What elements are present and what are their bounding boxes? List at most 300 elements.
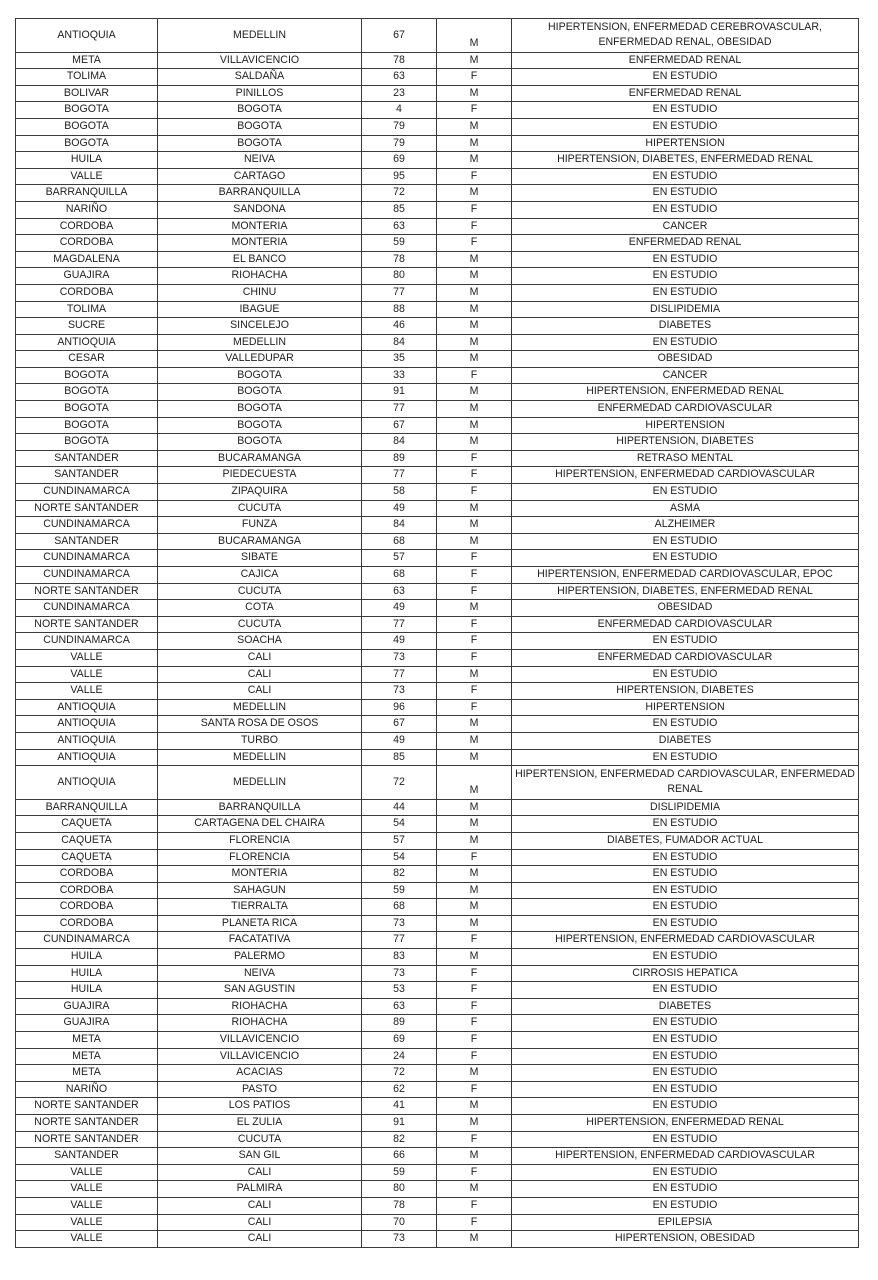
municipality-cell: SANTA ROSA DE OSOS: [158, 716, 362, 733]
age-cell: 84: [362, 434, 437, 451]
table-row: [16, 732, 859, 749]
sex-cell: M: [437, 417, 512, 434]
condition-cell: EN ESTUDIO: [512, 168, 859, 185]
table-row: [16, 932, 859, 949]
sex-cell: F: [437, 683, 512, 700]
table-row: [16, 235, 859, 252]
condition-cell: HIPERTENSION: [512, 699, 859, 716]
age-cell: 4: [362, 102, 437, 119]
department-cell: TOLIMA: [16, 69, 158, 86]
sex-cell: F: [437, 649, 512, 666]
condition-cell: EN ESTUDIO: [512, 484, 859, 501]
condition-cell: HIPERTENSION, OBESIDAD: [512, 1231, 859, 1248]
sex-cell: F: [437, 1197, 512, 1214]
department-cell: VALLE: [16, 1164, 158, 1181]
condition-cell: EN ESTUDIO: [512, 982, 859, 999]
department-cell: ANTIOQUIA: [16, 749, 158, 766]
department-cell: CORDOBA: [16, 882, 158, 899]
age-cell: 44: [362, 799, 437, 816]
municipality-cell: FACATATIVA: [158, 932, 362, 949]
department-cell: VALLE: [16, 1181, 158, 1198]
sex-cell: F: [437, 168, 512, 185]
table-row: [16, 401, 859, 418]
table-row: [16, 699, 859, 716]
sex-cell: M: [437, 1065, 512, 1082]
table-row: [16, 949, 859, 966]
sex-cell: F: [437, 367, 512, 384]
sex-cell: F: [437, 1164, 512, 1181]
department-cell: META: [16, 52, 158, 69]
sex-cell: F: [437, 484, 512, 501]
table-row: [16, 384, 859, 401]
sex-cell: F: [437, 583, 512, 600]
age-cell: 84: [362, 334, 437, 351]
sex-cell: M: [437, 1231, 512, 1248]
condition-cell: HIPERTENSION, DIABETES: [512, 434, 859, 451]
department-cell: BOGOTA: [16, 102, 158, 119]
department-cell: SANTANDER: [16, 1148, 158, 1165]
sex-cell: M: [437, 899, 512, 916]
age-cell: 67: [362, 716, 437, 733]
age-cell: 78: [362, 1197, 437, 1214]
condition-cell: EN ESTUDIO: [512, 69, 859, 86]
municipality-cell: PALERMO: [158, 949, 362, 966]
municipality-cell: COTA: [158, 600, 362, 617]
sex-cell: M: [437, 318, 512, 335]
sex-cell: M: [437, 301, 512, 318]
municipality-cell: LOS PATIOS: [158, 1098, 362, 1115]
department-cell: NARIÑO: [16, 201, 158, 218]
condition-cell: EN ESTUDIO: [512, 882, 859, 899]
age-cell: 23: [362, 85, 437, 102]
age-cell: 77: [362, 616, 437, 633]
condition-cell: EN ESTUDIO: [512, 633, 859, 650]
department-cell: CORDOBA: [16, 235, 158, 252]
table-row: [16, 1115, 859, 1132]
condition-cell: EN ESTUDIO: [512, 251, 859, 268]
sex-cell: M: [437, 799, 512, 816]
municipality-cell: BOGOTA: [158, 434, 362, 451]
condition-cell: HIPERTENSION, DIABETES: [512, 683, 859, 700]
age-cell: 62: [362, 1081, 437, 1098]
age-cell: 69: [362, 1032, 437, 1049]
table-row: [16, 1081, 859, 1098]
sex-cell: M: [437, 52, 512, 69]
age-cell: 67: [362, 19, 437, 53]
sex-cell: M: [437, 866, 512, 883]
table-row: [16, 1148, 859, 1165]
sex-cell: F: [437, 235, 512, 252]
sex-cell: F: [437, 699, 512, 716]
sex-cell: M: [437, 135, 512, 152]
department-cell: ANTIOQUIA: [16, 732, 158, 749]
department-cell: META: [16, 1032, 158, 1049]
table-row: [16, 749, 859, 766]
age-cell: 54: [362, 816, 437, 833]
table-row: [16, 965, 859, 982]
age-cell: 53: [362, 982, 437, 999]
department-cell: CORDOBA: [16, 899, 158, 916]
municipality-cell: CALI: [158, 683, 362, 700]
municipality-cell: CUCUTA: [158, 1131, 362, 1148]
table-row: [16, 301, 859, 318]
age-cell: 91: [362, 384, 437, 401]
condition-cell: EN ESTUDIO: [512, 1197, 859, 1214]
sex-cell: M: [437, 1148, 512, 1165]
municipality-cell: FLORENCIA: [158, 849, 362, 866]
condition-cell: EN ESTUDIO: [512, 816, 859, 833]
age-cell: 57: [362, 550, 437, 567]
condition-cell: HIPERTENSION, ENFERMEDAD RENAL: [512, 384, 859, 401]
municipality-cell: SANDONA: [158, 201, 362, 218]
sex-cell: M: [437, 517, 512, 534]
sex-cell: M: [437, 1098, 512, 1115]
department-cell: HUILA: [16, 982, 158, 999]
age-cell: 95: [362, 168, 437, 185]
department-cell: ANTIOQUIA: [16, 699, 158, 716]
municipality-cell: SAN AGUSTIN: [158, 982, 362, 999]
condition-cell: DISLIPIDEMIA: [512, 301, 859, 318]
age-cell: 59: [362, 1164, 437, 1181]
age-cell: 77: [362, 467, 437, 484]
sex-cell: F: [437, 932, 512, 949]
sex-cell: M: [437, 434, 512, 451]
municipality-cell: TIERRALTA: [158, 899, 362, 916]
sex-cell: M: [437, 882, 512, 899]
department-cell: BOGOTA: [16, 135, 158, 152]
condition-cell: EN ESTUDIO: [512, 866, 859, 883]
department-cell: VALLE: [16, 1197, 158, 1214]
municipality-cell: SAHAGUN: [158, 882, 362, 899]
age-cell: 72: [362, 1065, 437, 1082]
table-row: [16, 1131, 859, 1148]
sex-cell: M: [437, 832, 512, 849]
department-cell: GUAJIRA: [16, 998, 158, 1015]
sex-cell: F: [437, 1214, 512, 1231]
condition-cell: EN ESTUDIO: [512, 1048, 859, 1065]
table-row: [16, 185, 859, 202]
department-cell: NORTE SANTANDER: [16, 500, 158, 517]
department-cell: BOLIVAR: [16, 85, 158, 102]
condition-cell: EN ESTUDIO: [512, 185, 859, 202]
age-cell: 79: [362, 135, 437, 152]
condition-cell: HIPERTENSION: [512, 135, 859, 152]
condition-cell: EN ESTUDIO: [512, 1098, 859, 1115]
condition-cell: EN ESTUDIO: [512, 1015, 859, 1032]
municipality-cell: BOGOTA: [158, 384, 362, 401]
municipality-cell: CALI: [158, 666, 362, 683]
age-cell: 85: [362, 201, 437, 218]
age-cell: 82: [362, 866, 437, 883]
municipality-cell: BOGOTA: [158, 401, 362, 418]
municipality-cell: SOACHA: [158, 633, 362, 650]
table-row: [16, 649, 859, 666]
age-cell: 79: [362, 118, 437, 135]
table-row: [16, 19, 859, 53]
municipality-cell: NEIVA: [158, 152, 362, 169]
age-cell: 63: [362, 583, 437, 600]
sex-cell: M: [437, 351, 512, 368]
table-row: [16, 567, 859, 584]
age-cell: 70: [362, 1214, 437, 1231]
table-row: [16, 500, 859, 517]
sex-cell: M: [437, 949, 512, 966]
table-row: [16, 69, 859, 86]
municipality-cell: VALLEDUPAR: [158, 351, 362, 368]
department-cell: NORTE SANTANDER: [16, 1115, 158, 1132]
municipality-cell: EL BANCO: [158, 251, 362, 268]
table-row: [16, 1015, 859, 1032]
table-row: [16, 816, 859, 833]
table-row: [16, 1065, 859, 1082]
municipality-cell: SINCELEJO: [158, 318, 362, 335]
condition-cell: EN ESTUDIO: [512, 666, 859, 683]
municipality-cell: CARTAGO: [158, 168, 362, 185]
age-cell: 67: [362, 417, 437, 434]
condition-cell: EN ESTUDIO: [512, 533, 859, 550]
sex-cell: F: [437, 616, 512, 633]
table-row: [16, 251, 859, 268]
table-row: [16, 517, 859, 534]
department-cell: NORTE SANTANDER: [16, 1131, 158, 1148]
sex-cell: M: [437, 401, 512, 418]
municipality-cell: MONTERIA: [158, 235, 362, 252]
table-row: [16, 1214, 859, 1231]
table-row: [16, 683, 859, 700]
condition-cell: DIABETES: [512, 318, 859, 335]
department-cell: NORTE SANTANDER: [16, 583, 158, 600]
table-row: [16, 318, 859, 335]
table-row: [16, 666, 859, 683]
age-cell: 89: [362, 1015, 437, 1032]
sex-cell: M: [437, 600, 512, 617]
department-cell: HUILA: [16, 949, 158, 966]
municipality-cell: CALI: [158, 649, 362, 666]
municipality-cell: RIOHACHA: [158, 268, 362, 285]
sex-cell: M: [437, 666, 512, 683]
age-cell: 57: [362, 832, 437, 849]
sex-cell: F: [437, 567, 512, 584]
age-cell: 73: [362, 965, 437, 982]
sex-cell: F: [437, 1015, 512, 1032]
table-row: [16, 633, 859, 650]
table-row: [16, 1197, 859, 1214]
age-cell: 68: [362, 533, 437, 550]
sex-cell: F: [437, 849, 512, 866]
sex-cell: M: [437, 766, 512, 800]
sex-cell: F: [437, 1131, 512, 1148]
condition-cell: EN ESTUDIO: [512, 1181, 859, 1198]
municipality-cell: BOGOTA: [158, 417, 362, 434]
table-row: [16, 899, 859, 916]
table-row: [16, 284, 859, 301]
age-cell: 82: [362, 1131, 437, 1148]
municipality-cell: BUCARAMANGA: [158, 450, 362, 467]
municipality-cell: MONTERIA: [158, 866, 362, 883]
sex-cell: F: [437, 1032, 512, 1049]
condition-cell: EPILEPSIA: [512, 1214, 859, 1231]
age-cell: 46: [362, 318, 437, 335]
table-row: [16, 766, 859, 800]
table-row: [16, 434, 859, 451]
department-cell: NORTE SANTANDER: [16, 1098, 158, 1115]
age-cell: 85: [362, 749, 437, 766]
department-cell: CUNDINAMARCA: [16, 550, 158, 567]
age-cell: 77: [362, 284, 437, 301]
department-cell: SANTANDER: [16, 533, 158, 550]
table-row: [16, 1164, 859, 1181]
age-cell: 80: [362, 268, 437, 285]
department-cell: ANTIOQUIA: [16, 19, 158, 53]
condition-cell: HIPERTENSION, ENFERMEDAD CARDIOVASCULAR, EPOC: [512, 567, 859, 584]
age-cell: 84: [362, 517, 437, 534]
department-cell: NORTE SANTANDER: [16, 616, 158, 633]
age-cell: 78: [362, 251, 437, 268]
age-cell: 58: [362, 484, 437, 501]
department-cell: VALLE: [16, 168, 158, 185]
condition-cell: HIPERTENSION, ENFERMEDAD RENAL: [512, 1115, 859, 1132]
table-row: [16, 533, 859, 550]
department-cell: META: [16, 1048, 158, 1065]
condition-cell: EN ESTUDIO: [512, 1164, 859, 1181]
department-cell: CUNDINAMARCA: [16, 484, 158, 501]
municipality-cell: CUCUTA: [158, 616, 362, 633]
municipality-cell: SAN GIL: [158, 1148, 362, 1165]
sex-cell: F: [437, 1081, 512, 1098]
age-cell: 68: [362, 567, 437, 584]
sex-cell: F: [437, 982, 512, 999]
table-row: [16, 351, 859, 368]
table-row: [16, 866, 859, 883]
municipality-cell: CALI: [158, 1197, 362, 1214]
department-cell: BOGOTA: [16, 401, 158, 418]
municipality-cell: CUCUTA: [158, 500, 362, 517]
condition-cell: ALZHEIMER: [512, 517, 859, 534]
sex-cell: M: [437, 716, 512, 733]
municipality-cell: PASTO: [158, 1081, 362, 1098]
sex-cell: F: [437, 965, 512, 982]
condition-cell: EN ESTUDIO: [512, 1131, 859, 1148]
condition-cell: RETRASO MENTAL: [512, 450, 859, 467]
table-row: [16, 467, 859, 484]
department-cell: VALLE: [16, 1231, 158, 1248]
age-cell: 89: [362, 450, 437, 467]
department-cell: BARRANQUILLA: [16, 185, 158, 202]
sex-cell: M: [437, 500, 512, 517]
sex-cell: F: [437, 450, 512, 467]
age-cell: 63: [362, 218, 437, 235]
municipality-cell: MEDELLIN: [158, 699, 362, 716]
table-row: [16, 832, 859, 849]
age-cell: 63: [362, 998, 437, 1015]
sex-cell: F: [437, 550, 512, 567]
sex-cell: M: [437, 118, 512, 135]
table-row: [16, 1181, 859, 1198]
department-cell: CUNDINAMARCA: [16, 932, 158, 949]
age-cell: 91: [362, 1115, 437, 1132]
condition-cell: EN ESTUDIO: [512, 550, 859, 567]
department-cell: HUILA: [16, 152, 158, 169]
municipality-cell: BOGOTA: [158, 118, 362, 135]
age-cell: 77: [362, 932, 437, 949]
table-row: [16, 218, 859, 235]
age-cell: 24: [362, 1048, 437, 1065]
table-row: [16, 118, 859, 135]
table-row: [16, 168, 859, 185]
municipality-cell: FUNZA: [158, 517, 362, 534]
department-cell: BARRANQUILLA: [16, 799, 158, 816]
table-row: [16, 882, 859, 899]
age-cell: 59: [362, 235, 437, 252]
department-cell: HUILA: [16, 965, 158, 982]
age-cell: 72: [362, 185, 437, 202]
department-cell: BOGOTA: [16, 417, 158, 434]
table-row: [16, 484, 859, 501]
department-cell: VALLE: [16, 1214, 158, 1231]
table-row: [16, 102, 859, 119]
age-cell: 41: [362, 1098, 437, 1115]
department-cell: CORDOBA: [16, 284, 158, 301]
age-cell: 63: [362, 69, 437, 86]
age-cell: 68: [362, 899, 437, 916]
age-cell: 49: [362, 600, 437, 617]
municipality-cell: CALI: [158, 1214, 362, 1231]
table-row: [16, 1032, 859, 1049]
table-row: [16, 152, 859, 169]
sex-cell: F: [437, 69, 512, 86]
condition-cell: CIRROSIS HEPATICA: [512, 965, 859, 982]
sex-cell: M: [437, 749, 512, 766]
age-cell: 77: [362, 666, 437, 683]
department-cell: CAQUETA: [16, 816, 158, 833]
age-cell: 66: [362, 1148, 437, 1165]
age-cell: 54: [362, 849, 437, 866]
sex-cell: M: [437, 533, 512, 550]
age-cell: 78: [362, 52, 437, 69]
condition-cell: HIPERTENSION: [512, 417, 859, 434]
department-cell: ANTIOQUIA: [16, 766, 158, 800]
condition-cell: EN ESTUDIO: [512, 268, 859, 285]
condition-cell: EN ESTUDIO: [512, 102, 859, 119]
table-row: [16, 417, 859, 434]
department-cell: CUNDINAMARCA: [16, 517, 158, 534]
department-cell: CAQUETA: [16, 832, 158, 849]
condition-cell: HIPERTENSION, DIABETES, ENFERMEDAD RENAL: [512, 152, 859, 169]
sex-cell: F: [437, 218, 512, 235]
age-cell: 35: [362, 351, 437, 368]
condition-cell: EN ESTUDIO: [512, 1032, 859, 1049]
condition-cell: EN ESTUDIO: [512, 949, 859, 966]
department-cell: SANTANDER: [16, 450, 158, 467]
department-cell: BOGOTA: [16, 434, 158, 451]
municipality-cell: ACACIAS: [158, 1065, 362, 1082]
table-row: [16, 1098, 859, 1115]
municipality-cell: CHINU: [158, 284, 362, 301]
table-row: [16, 915, 859, 932]
sex-cell: M: [437, 334, 512, 351]
sex-cell: M: [437, 185, 512, 202]
table-row: [16, 450, 859, 467]
municipality-cell: VILLAVICENCIO: [158, 1048, 362, 1065]
table-row: [16, 799, 859, 816]
condition-cell: DIABETES: [512, 998, 859, 1015]
sex-cell: M: [437, 1115, 512, 1132]
municipality-cell: EL ZULIA: [158, 1115, 362, 1132]
municipality-cell: VILLAVICENCIO: [158, 1032, 362, 1049]
department-cell: SUCRE: [16, 318, 158, 335]
department-cell: CESAR: [16, 351, 158, 368]
sex-cell: M: [437, 732, 512, 749]
